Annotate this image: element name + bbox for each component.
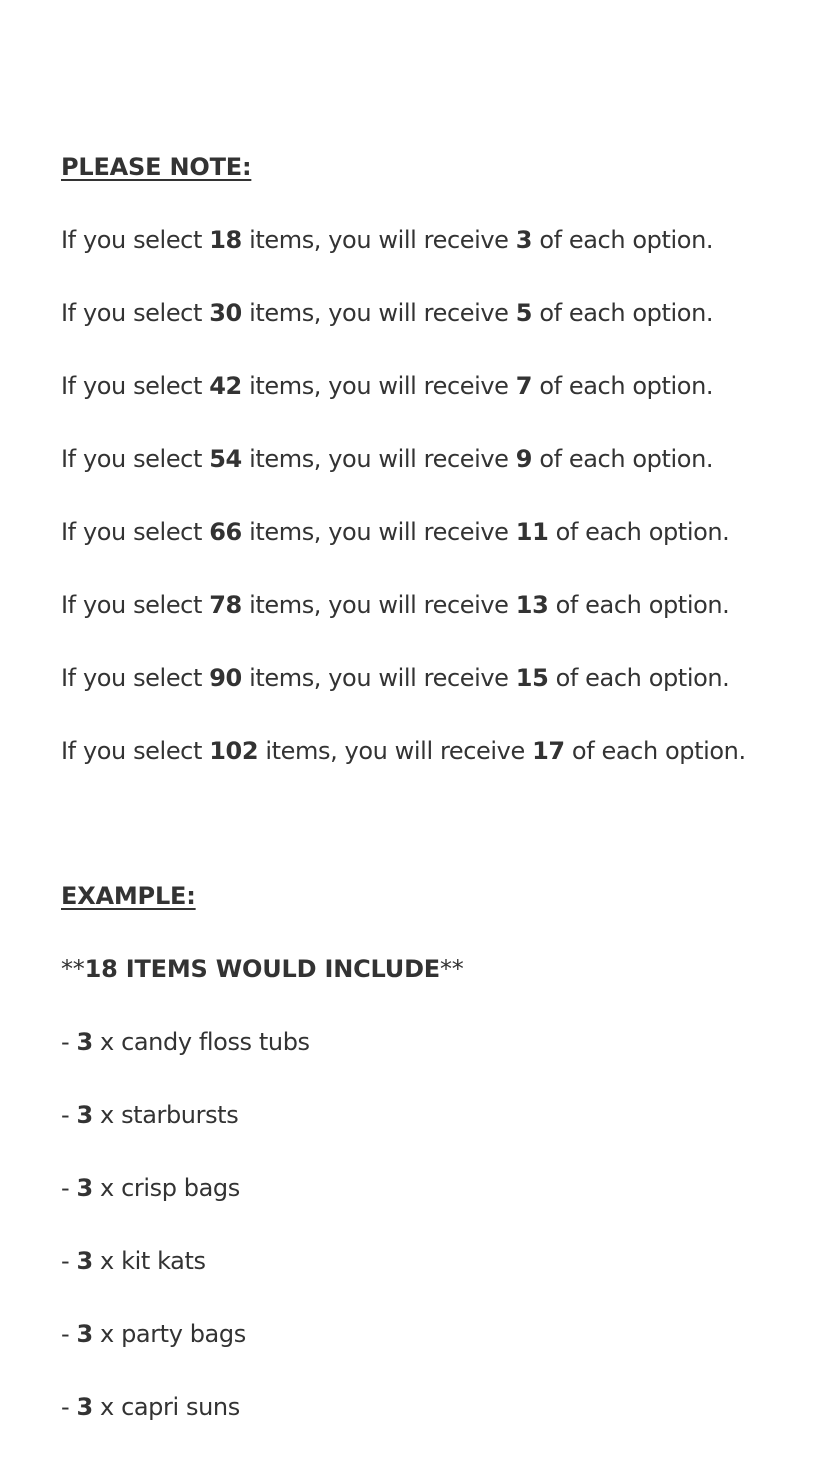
example-list-item: - 3 x starbursts [61, 1101, 239, 1129]
note-line: If you select 54 items, you will receive 9 of each option. [61, 445, 714, 473]
note-line: If you select 102 items, you will receive 17 of each option. [61, 737, 746, 765]
example-list-item: - 3 x crisp bags [61, 1174, 240, 1202]
example-list-item: - 3 x party bags [61, 1320, 246, 1348]
note-line: If you select 30 items, you will receive 5 of each option. [61, 299, 714, 327]
example-subheading: **18 ITEMS WOULD INCLUDE** [61, 955, 464, 983]
note-line: If you select 66 items, you will receive 11 of each option. [61, 518, 730, 546]
note-line: If you select 78 items, you will receive 13 of each option. [61, 591, 730, 619]
note-line: If you select 18 items, you will receive 3 of each option. [61, 226, 714, 254]
example-list-item: - 3 x capri suns [61, 1393, 240, 1421]
example-list-item: - 3 x candy floss tubs [61, 1028, 310, 1056]
example-list-item: - 3 x kit kats [61, 1247, 206, 1275]
example-heading: EXAMPLE: [61, 882, 196, 910]
note-line: If you select 90 items, you will receive 15 of each option. [61, 664, 730, 692]
note-line: If you select 42 items, you will receive 7 of each option. [61, 372, 714, 400]
please-note-heading: PLEASE NOTE: [61, 153, 252, 181]
